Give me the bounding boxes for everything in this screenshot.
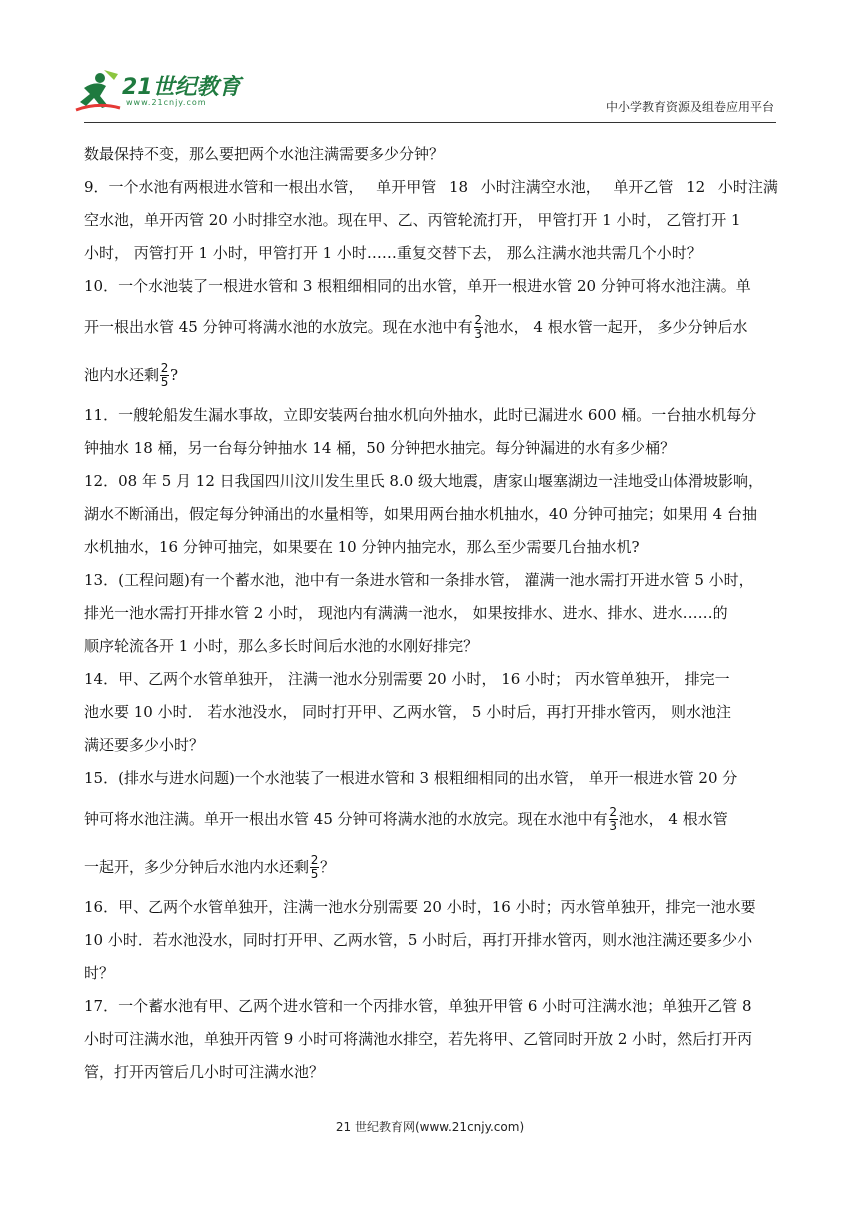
problem-15-line-2: 钟可将水池注满。单开一根出水管 45 分钟可将满水池的水放完。现在水池中有 $\frac{2}{3}$ 池水， 4 根水管	[84, 804, 728, 833]
problem-17-line-2: 小时可注满水池，单独开丙管 9 小时可将满池水排空，若先将甲、乙管同时开放 2 小时，然后打开丙	[84, 1030, 753, 1048]
problem-16-line-3: 时？	[84, 964, 115, 982]
problem-8-tail: 数最保持不变，那么要把两个水池注满需要多少分钟？	[84, 145, 445, 163]
fraction-two-fifths: $\frac{2}{5}$	[160, 360, 169, 389]
problem-12-line-2: 湖水不断涌出，假定每分钟涌出的水量相等，如果用两台抽水机抽水，40 分钟可抽完；如果用 4 台抽	[84, 505, 757, 523]
logo-text: 21世纪教育	[122, 75, 241, 100]
header-divider	[84, 122, 776, 123]
runner-logo-icon	[74, 66, 122, 114]
problem-12-line-3: 水机抽水，16 分钟可抽完，如果要在 10 分钟内抽完水，那么至少需要几台抽水机?	[84, 538, 640, 556]
problem-13-line-2: 排光一池水需打开排水管 2 小时， 现池内有满满一池水， 如果按排水、进水、排水、进水……的	[84, 604, 728, 622]
problem-9-line-3: 小时， 丙管打开 1 小时，甲管打开 1 小时……重复交替下去， 那么注满水池共需几个小时？	[84, 244, 702, 262]
problem-16-line-2: 10 小时．若水池没水，同时打开甲、乙两水管，5 小时后，再打开排水管丙，则水池注满还要多少小	[84, 931, 753, 949]
problem-list	[84, 138, 778, 1089]
problem-13-line-1: 13．(工程问题)有一个蓄水池，池中有一条进水管和一条排水管， 灌满一池水需打开进水管 5 小时，	[84, 571, 754, 589]
page-footer: 21 世纪教育网(www.21cnjy.com)	[335, 1120, 525, 1134]
platform-name: 中小学教育资源及组卷应用平台	[605, 100, 774, 114]
site-logo	[74, 66, 254, 116]
problem-9-line-1: 9．一个水池有两根进水管和一根出水管， 单开甲管 18 小时注满空水池， 单开乙管 12 小时注满	[84, 178, 778, 196]
problem-10-line-3: 池内水还剩 $\frac{2}{5}$ ?	[84, 360, 179, 389]
problem-15-line-3: 一起开，多少分钟后水池内水还剩 $\frac{2}{5}$ ？	[84, 852, 336, 881]
problem-9-line-2: 空水池，单开丙管 20 小时排空水池。现在甲、乙、丙管轮流打开， 甲管打开 1 小时， 乙管打开 1	[84, 211, 741, 229]
problem-15-line-1: 15．(排水与进水问题)一个水池装了一根进水管和 3 根粗细相同的出水管， 单开一根进水管 20 分	[84, 769, 738, 787]
problem-14-line-2: 池水要 10 小时． 若水池没水， 同时打开甲、乙两水管， 5 小时后，再打开排水管丙， 则水池注	[84, 703, 732, 721]
problem-11-line-1: 11．一艘轮船发生漏水事故，立即安装两台抽水机向外抽水，此时已漏进水 600 桶。一台抽水机每分	[84, 406, 757, 424]
problem-14-line-3: 满还要多少小时？	[84, 736, 205, 754]
problem-16-line-1: 16．甲、乙两个水管单独开，注满一池水分别需要 20 小时，16 小时；丙水管单独开，排完一池水要	[84, 898, 756, 916]
page-header	[0, 0, 860, 120]
fraction-two-thirds: $\frac{2}{3}$	[474, 312, 482, 341]
logo-url: www.21cnjy.com	[126, 98, 207, 107]
problem-10-line-1: 10．一个水池装了一根进水管和 3 根粗细相同的出水管，单开一根进水管 20 分钟可将水池注满。单	[84, 277, 751, 295]
problem-11-line-2: 钟抽水 18 桶，另一台每分钟抽水 14 桶，50 分钟把水抽完。每分钟漏进的水有多少桶？	[84, 439, 676, 457]
fraction-two-thirds: $\frac{2}{3}$	[609, 804, 617, 833]
problem-10-line-2: 开一根出水管 45 分钟可将满水池的水放完。现在水池中有 $\frac{2}{3}$ 池水， 4 根水管一起开， 多少分钟后水	[84, 312, 748, 341]
problem-17-line-3: 管，打开丙管后几小时可注满水池？	[84, 1063, 325, 1081]
problem-17-line-1: 17．一个蓄水池有甲、乙两个进水管和一个丙排水管，单独开甲管 6 小时可注满水池；单独开乙管 8	[84, 997, 752, 1015]
problem-13-line-3: 顺序轮流各开 1 小时，那么多长时间后水池的水刚好排完？	[84, 637, 479, 655]
fraction-two-fifths: $\frac{2}{5}$	[310, 852, 319, 881]
problem-12-line-1: 12．08 年 5 月 12 日我国四川汶川发生里氏 8.0 级大地震，唐家山堰塞湖边一洼地受山体滑坡影响，	[84, 472, 764, 490]
problem-14-line-1: 14．甲、乙两个水管单独开， 注满一池水分别需要 20 小时， 16 小时； 丙水管单独开， 排完一	[84, 670, 730, 688]
